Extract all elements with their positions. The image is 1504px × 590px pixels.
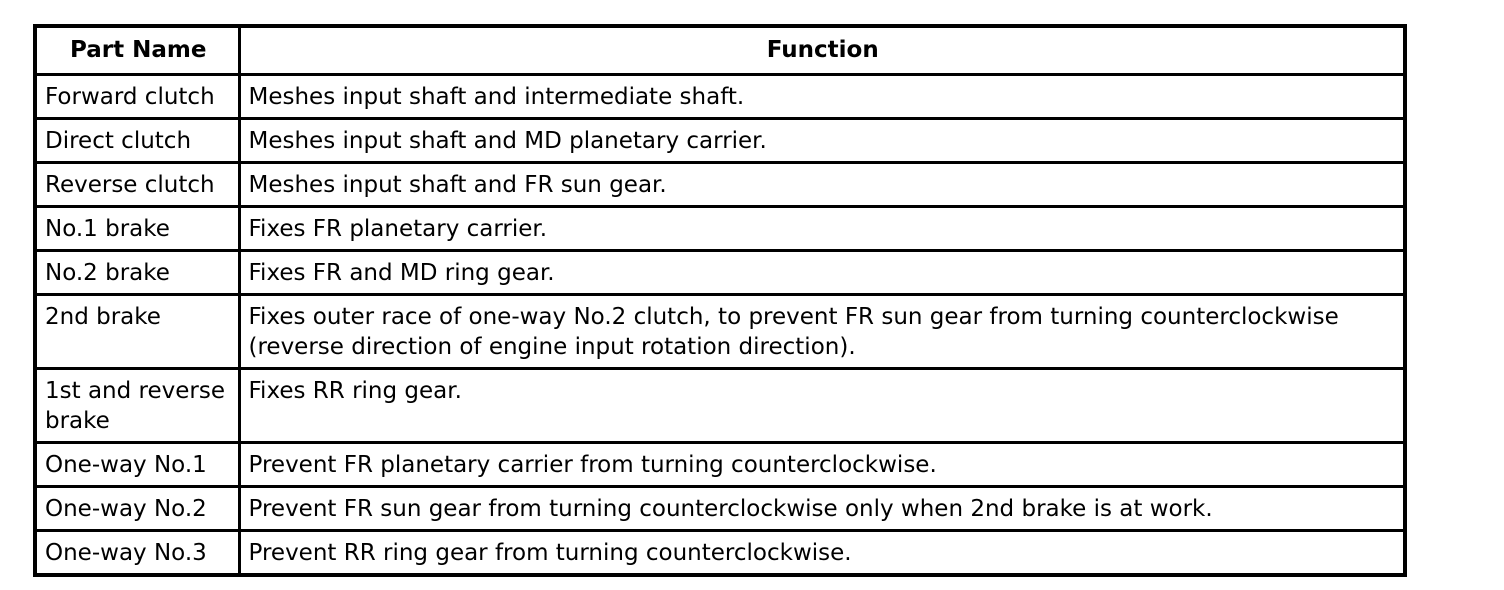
part-name-cell: No.1 brake: [35, 207, 239, 251]
table-row: [35, 119, 1405, 163]
table-row: [35, 75, 1405, 119]
table-row: [35, 531, 1405, 576]
function-cell: Fixes outer race of one-way No.2 clutch, to prevent FR sun gear from turning counterclockwise (reverse direction of engine input rotation direction).: [239, 295, 1405, 369]
table-row: [35, 369, 1405, 443]
table-row: [35, 487, 1405, 531]
part-name-cell: No.2 brake: [35, 251, 239, 295]
table-row: [35, 207, 1405, 251]
table-header-row: [35, 26, 1405, 75]
part-name-cell: One-way No.3: [35, 531, 239, 576]
table-row: [35, 295, 1405, 369]
function-cell: Fixes FR and MD ring gear.: [239, 251, 1405, 295]
part-name-cell: Direct clutch: [35, 119, 239, 163]
part-name-cell: 1st and reverse brake: [35, 369, 239, 443]
part-name-cell: One-way No.1: [35, 443, 239, 487]
function-cell: Meshes input shaft and MD planetary carrier.: [239, 119, 1405, 163]
function-cell: Fixes RR ring gear.: [239, 369, 1405, 443]
function-cell: Meshes input shaft and intermediate shaft.: [239, 75, 1405, 119]
function-cell: Fixes FR planetary carrier.: [239, 207, 1405, 251]
table-row: [35, 443, 1405, 487]
part-function-table: [33, 24, 1407, 577]
function-cell: Prevent RR ring gear from turning counterclockwise.: [239, 531, 1405, 576]
part-name-cell: Forward clutch: [35, 75, 239, 119]
function-cell: Meshes input shaft and FR sun gear.: [239, 163, 1405, 207]
header-part-name: Part Name: [35, 26, 239, 75]
part-name-cell: One-way No.2: [35, 487, 239, 531]
part-name-cell: 2nd brake: [35, 295, 239, 369]
table-row: [35, 163, 1405, 207]
part-name-cell: Reverse clutch: [35, 163, 239, 207]
function-cell: Prevent FR planetary carrier from turning counterclockwise.: [239, 443, 1405, 487]
header-function: Function: [239, 26, 1405, 75]
table-row: [35, 251, 1405, 295]
function-cell: Prevent FR sun gear from turning counterclockwise only when 2nd brake is at work.: [239, 487, 1405, 531]
